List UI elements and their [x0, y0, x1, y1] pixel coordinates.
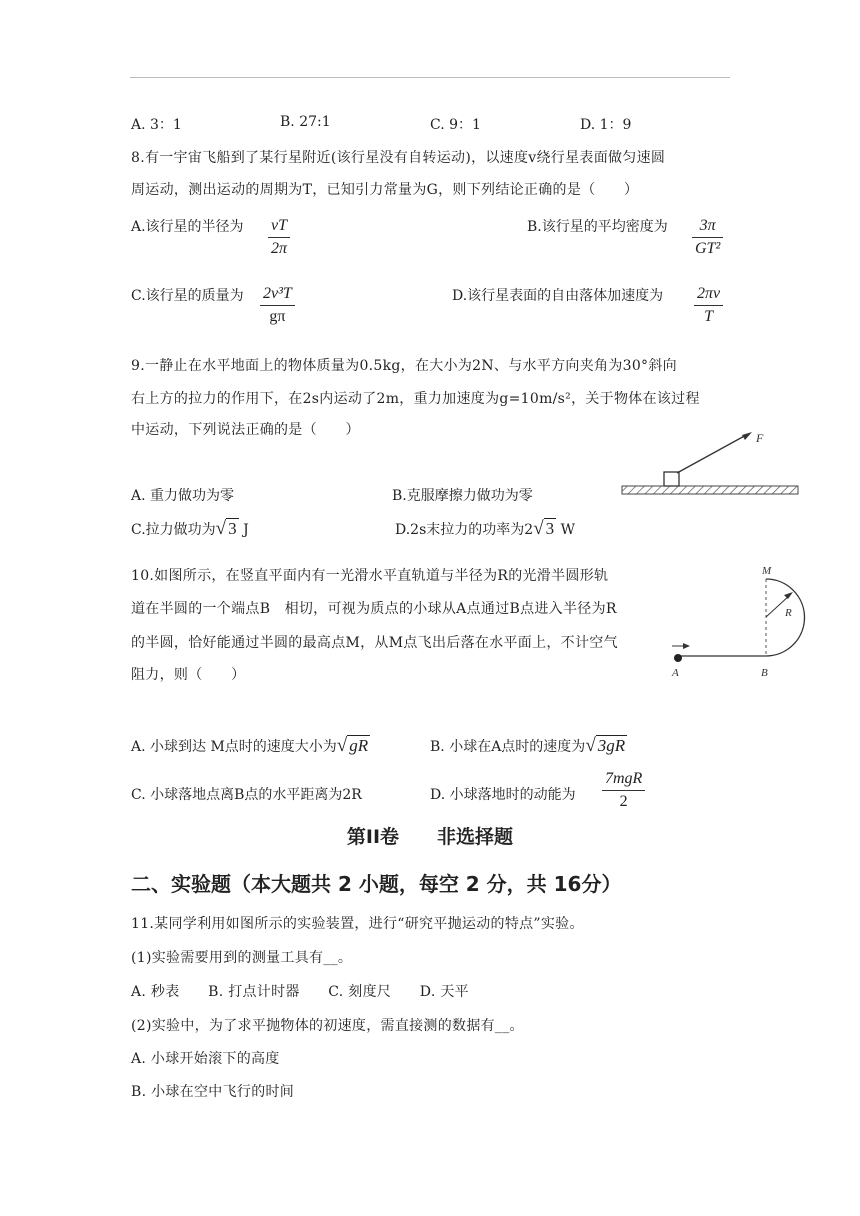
q8-option-a-label: A.该行星的半径为	[131, 219, 244, 235]
point-b-label: B	[761, 667, 768, 679]
q10-option-a-radicand: gR	[349, 736, 369, 755]
q7-option-b: B. 27:1	[280, 114, 331, 130]
header-rule	[130, 77, 730, 78]
q9-option-d-prefix: D.2s末拉力的功率为2	[395, 522, 534, 538]
q9-stem-line1: 9.一静止在水平地面上的物体质量为0.5kg，在大小为2N、与水平方向夹角为30°斜向	[131, 358, 677, 374]
q8-option-d-label: D.该行星表面的自由落体加速度为	[452, 288, 664, 304]
velocity-arrow-head	[683, 643, 690, 649]
q7-option-d: D. 1：9	[580, 117, 632, 133]
q9-option-a: A. 重力做功为零	[131, 488, 235, 504]
q10-stem-line2: 道在半圆的一个端点B 相切，可视为质点的小球从A点通过B点进入半径为R	[131, 601, 617, 617]
q11-sub2-option-b: B. 小球在空中飞行的时间	[131, 1084, 295, 1100]
q9-option-b: B.克服摩擦力做功为零	[392, 488, 533, 504]
q10-option-d-numerator: 7mgR	[602, 770, 645, 791]
q8-option-a-fraction	[268, 217, 290, 258]
q9-stem-line3: 中运动，下列说法正确的是（ ）	[131, 422, 360, 438]
q8-option-d-fraction	[694, 285, 723, 326]
part2-title: 第II卷 非选择题	[346, 826, 514, 848]
q8-option-c-numerator: 2v³T	[260, 285, 295, 306]
block	[664, 472, 679, 486]
q7-option-c: C. 9：1	[430, 117, 481, 133]
ground-surface	[622, 486, 798, 494]
q8-stem-line1: 8.有一宇宙飞船到了某行星附近(该行星没有自转运动)，以速度v绕行星表面做匀速圆	[131, 150, 666, 166]
ball	[674, 654, 682, 662]
q9-option-c-radicand: 3	[228, 519, 237, 538]
radius-arrow-head	[784, 592, 793, 599]
force-label: F	[756, 431, 764, 445]
q10-option-c: C. 小球落地点离B点的水平距离为2R	[131, 787, 362, 803]
q10-option-a-prefix: A. 小球到达 M点时的速度大小为	[131, 739, 337, 755]
q10-option-d	[430, 784, 576, 804]
q8-option-d-denominator: T	[704, 308, 714, 325]
q9-option-c-prefix: C.拉力做功为	[131, 522, 216, 538]
q10-option-b-prefix: B. 小球在A点时的速度为	[430, 739, 586, 755]
q11-sub1-options: A. 秒表 B. 打点计时器 C. 刻度尺 D. 天平	[131, 984, 469, 1000]
q8-option-b-numerator: 3π	[692, 217, 723, 238]
q8-option-b	[527, 216, 668, 236]
q8-option-a-denominator: 2π	[271, 240, 288, 257]
q10-option-b-sqrt: √ 3gR	[585, 735, 626, 756]
q8-option-a	[131, 216, 244, 236]
q9-option-d-radicand: 3	[545, 519, 555, 538]
q8-option-a-numerator: vT	[268, 217, 290, 238]
q10-option-a-sqrt: √ gR	[336, 735, 369, 756]
q9-option-d	[395, 518, 575, 540]
q8-option-b-fraction	[692, 217, 723, 258]
q8-option-d	[452, 285, 663, 305]
q10-option-d-prefix: D. 小球落地时的动能为	[430, 787, 576, 803]
force-arrow	[677, 434, 748, 473]
force-arrow-head	[742, 432, 752, 440]
q9-stem-line2: 右上方的拉力的作用下，在2s内运动了2m，重力加速度为g=10m/s²，关于物体在该过程	[131, 391, 700, 407]
q9-option-c-suffix: J	[243, 522, 249, 538]
section2-title: 二、实验题（本大题共 2 小题，每空 2 分，共 16分）	[131, 872, 622, 896]
q8-option-b-denominator: GT²	[695, 240, 721, 257]
q9-force-figure	[620, 425, 800, 500]
q11-sub2-option-a: A. 小球开始滚下的高度	[131, 1051, 280, 1067]
q9-option-d-suffix: W	[560, 522, 575, 538]
q10-option-d-denominator: 2	[619, 793, 628, 810]
q9-option-c-sqrt: √ 3	[215, 518, 237, 539]
q8-option-d-numerator: 2πv	[694, 285, 723, 306]
q10-stem-line4: 阻力，则（ ）	[131, 667, 246, 683]
q8-option-c	[131, 285, 244, 305]
q9-option-c	[131, 518, 249, 540]
q8-option-c-label: C.该行星的质量为	[131, 288, 244, 304]
q11-sub1: (1)实验需要用到的测量工具有__。	[131, 950, 353, 966]
q10-stem-line3: 的半圆，恰好能通过半圆的最高点M，从M点飞出后落在水平面上，不计空气	[131, 635, 618, 651]
q11-sub2: (2)实验中，为了求平抛物体的初速度，需直接测的数据有__。	[131, 1018, 524, 1034]
q10-track-figure	[662, 558, 832, 683]
point-m-label: M	[762, 565, 772, 577]
q10-option-d-fraction	[602, 770, 645, 811]
q10-stem-line1: 10.如图所示，在竖直平面内有一光滑水平直轨道与半径为R的光滑半圆形轨	[131, 568, 609, 584]
point-a-label: A	[672, 667, 679, 679]
q8-option-c-denominator: gπ	[269, 308, 286, 325]
q10-option-b	[430, 735, 627, 757]
q7-option-a: A. 3：1	[131, 117, 182, 133]
q8-option-b-label: B.该行星的平均密度为	[527, 219, 668, 235]
q8-option-c-fraction	[260, 285, 295, 326]
q8-stem-line2: 周运动，测出运动的周期为T，已知引力常量为G，则下列结论正确的是（ ）	[131, 182, 639, 198]
q10-option-b-radicand: 3gR	[597, 736, 626, 755]
radius-label: R	[785, 607, 792, 619]
q9-option-d-sqrt: √ 3	[533, 518, 555, 539]
q10-option-a	[131, 735, 370, 757]
q11-stem: 11.某同学利用如图所示的实验装置，进行“研究平抛运动的特点”实验。	[131, 916, 584, 932]
